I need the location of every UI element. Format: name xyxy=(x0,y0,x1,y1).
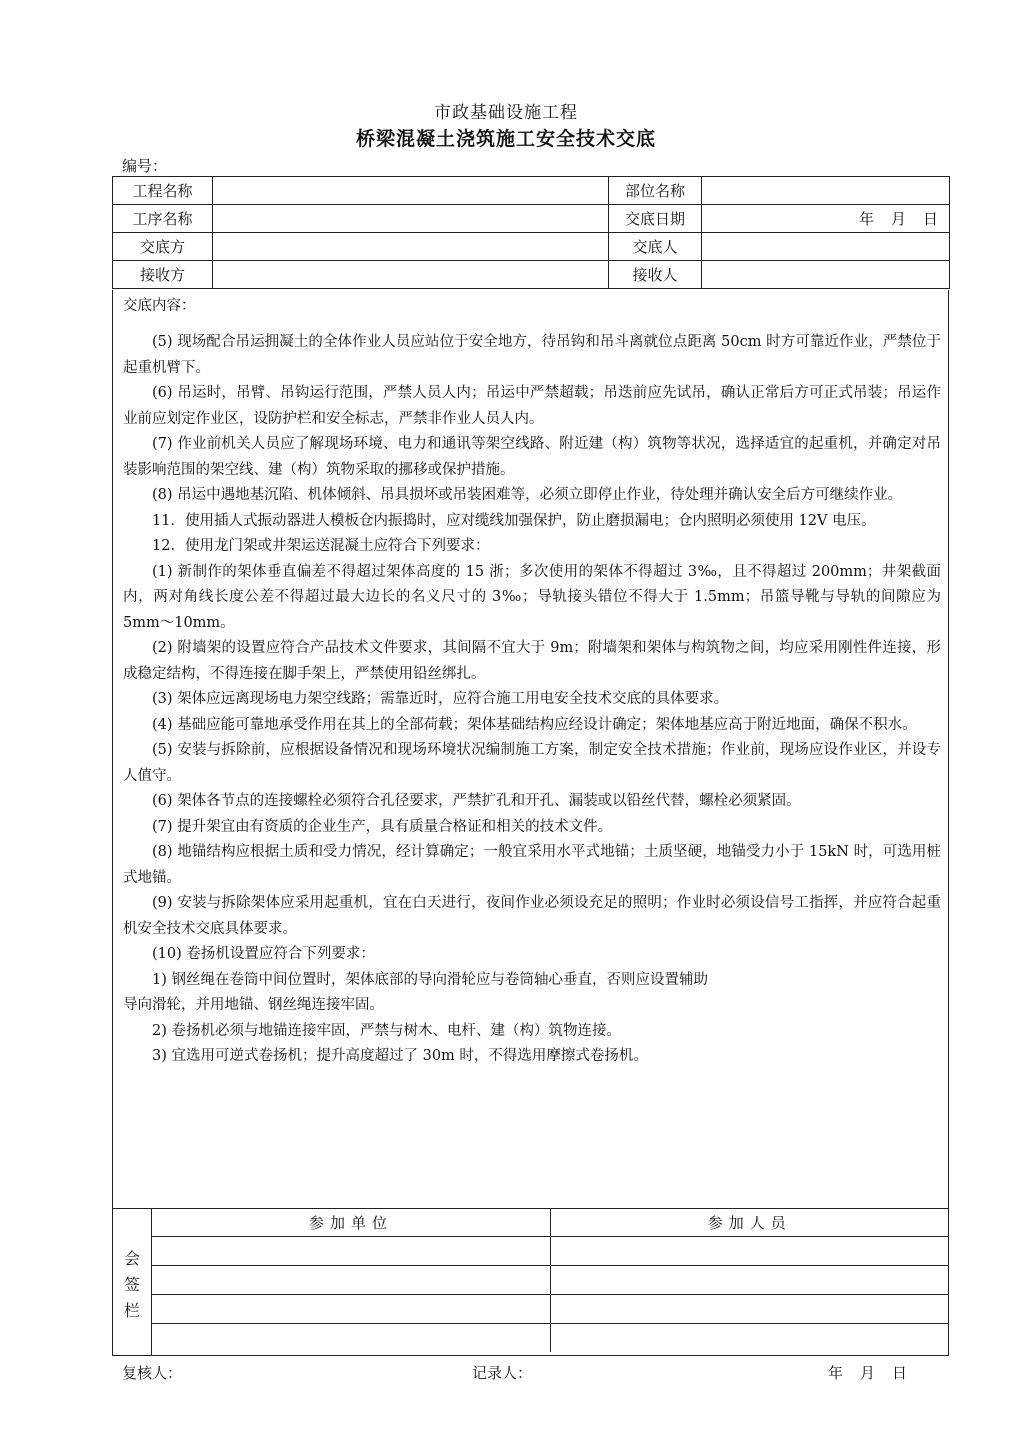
receiver-field[interactable] xyxy=(702,261,950,289)
part-name-field[interactable] xyxy=(702,177,950,205)
countersign-char: 签 xyxy=(123,1275,140,1294)
content-paragraph: 1) 钢丝绳在卷筒中间位置时，架体底部的导向滑轮应与卷筒轴心垂直，否则应设置辅助 xyxy=(152,971,708,988)
process-name-label: 工序名称 xyxy=(113,205,213,233)
receiver-party-field[interactable] xyxy=(213,261,609,289)
discloser-party-label: 交底方 xyxy=(113,233,213,261)
content-paragraph: 12．使用龙门架或井架运送混凝土应符合下列要求： xyxy=(152,538,490,554)
content-body xyxy=(123,330,941,1070)
part-name-label: 部位名称 xyxy=(609,177,702,205)
receiver-label: 接收人 xyxy=(609,261,702,289)
participating-unit-cell[interactable] xyxy=(152,1266,551,1295)
countersign-char: 会 xyxy=(123,1249,140,1268)
content-paragraph: (1) 新制作的架体垂直偏差不得超过架体高度的 15 浙；多次使用的架体不得超过 3‰，且不得超过 200mm；井架截面内，两对角线长度公差不得超过最大边长的名义尺寸的 3‰；导轨接头错位不得大于 1.5mm；吊篮导靴与导轨的间隙应为 5mm～10mm。 xyxy=(123,563,941,631)
discloser-field[interactable] xyxy=(702,233,950,261)
content-paragraph: (3) 架体应远离现场电力架空线路；需靠近时，应符合施工用电安全技术交底的具体要求。 xyxy=(152,691,729,707)
content-paragraph: (10) 卷扬机设置应符合下列要求： xyxy=(152,946,375,962)
participating-unit-cell[interactable] xyxy=(152,1324,551,1353)
content-paragraph: 3) 宜选用可逆式卷扬机；提升高度超过了 30m 时，不得选用摩擦式卷扬机。 xyxy=(152,1048,648,1064)
participating-person-cell[interactable] xyxy=(551,1266,949,1295)
participating-person-cell[interactable] xyxy=(551,1237,949,1266)
discloser-party-field[interactable] xyxy=(213,233,609,261)
table-row xyxy=(113,205,950,233)
process-name-field[interactable] xyxy=(213,205,609,233)
receiver-party-label: 接收方 xyxy=(113,261,213,289)
document-number-label: 编号： xyxy=(122,157,168,175)
project-name-label: 工程名称 xyxy=(113,177,213,205)
countersign-table xyxy=(151,1208,949,1352)
table-row xyxy=(152,1324,949,1353)
content-paragraph: (9) 安装与拆除架体应采用起重机，宜在白天进行，夜间作业必须设充足的照明；作业时必须设信号工指挥，并应符合起重机安全技术交底具体要求。 xyxy=(123,895,941,937)
content-paragraph: (5) 现场配合吊运拥凝土的全体作业人员应站位于安全地方，待吊钩和吊斗离就位点距离 50cm 时方可靠近作业，严禁位于起重机臂下。 xyxy=(123,334,941,376)
discloser-label: 交底人 xyxy=(609,233,702,261)
table-row xyxy=(113,261,950,289)
recorder-label: 记录人： xyxy=(472,1364,533,1382)
disclosure-content-section xyxy=(112,290,949,1209)
disclosure-date-field[interactable]: 年 月 日 xyxy=(702,205,950,233)
participating-person-cell[interactable] xyxy=(551,1295,949,1324)
content-paragraph: (8) 地锚结构应根据土质和受力情况，经计算确定；一般宜采用水平式地锚；土质坚硬，地锚受力小于 15kN 时，可选用桩式地锚。 xyxy=(123,844,941,886)
participating-unit-cell[interactable] xyxy=(152,1237,551,1266)
participating-unit-header: 参加单位 xyxy=(152,1208,551,1237)
countersign-char: 栏 xyxy=(123,1301,140,1320)
table-row xyxy=(152,1295,949,1324)
table-row xyxy=(113,233,950,261)
content-paragraph: 2) 卷扬机必须与地锚连接牢固，严禁与树木、电杆、建（构）筑物连接。 xyxy=(152,1022,621,1039)
header-category: 市政基础设施工程 xyxy=(434,103,578,123)
participating-person-header: 参加人员 xyxy=(551,1208,949,1237)
participating-person-cell[interactable] xyxy=(551,1324,949,1353)
content-paragraph: (5) 安装与拆除前，应根据设备情况和现场环境状况编制施工方案，制定安全技术措施；作业前，现场应设作业区，并设专人值守。 xyxy=(123,742,941,784)
countersign-side xyxy=(113,1208,152,1355)
table-row xyxy=(152,1237,949,1266)
reviewer-label: 复核人： xyxy=(122,1364,183,1382)
content-label: 交底内容： xyxy=(123,298,196,314)
footer-date: 年 月 日 xyxy=(828,1364,909,1382)
content-paragraph: (6) 吊运时，吊臂、吊钩运行范围，严禁人员人内；吊运中严禁超载；吊迭前应先试吊，确认正常后方可正式吊装；吊运作业前应划定作业区，设防护栏和安全标志，严禁非作业人员人内。 xyxy=(123,385,941,427)
content-paragraph: (8) 吊运中遇地基沉陷、机体倾斜、吊具损坏或吊装困难等，必须立即停止作业，待处理并确认安全后方可继续作业。 xyxy=(152,487,903,503)
disclosure-date-label: 交底日期 xyxy=(609,205,702,233)
info-table xyxy=(112,176,950,289)
content-paragraph: (7) 提升架宜由有资质的企业生产，具有质量合格证和相关的技术文件。 xyxy=(152,818,613,835)
project-name-field[interactable] xyxy=(213,177,609,205)
countersign-section xyxy=(112,1208,949,1356)
participating-unit-cell[interactable] xyxy=(152,1295,551,1324)
table-row xyxy=(152,1208,949,1237)
table-row xyxy=(152,1266,949,1295)
content-paragraph: (7) 作业前机关人员应了解现场环境、电力和通讯等架空线路、附近建（构）筑物等状况，选择适宜的起重机，并确定对吊装影响范围的架空线、建（构）筑物采取的挪移或保护措施。 xyxy=(123,436,941,478)
content-paragraph: (6) 架体各节点的连接螺栓必须符合孔径要求，严禁扩孔和开孔、漏装或以铅丝代替，螺栓必须紧固。 xyxy=(152,793,801,809)
document-title: 桥梁混凝土浇筑施工安全技术交底 xyxy=(355,128,656,150)
countersign-label xyxy=(122,1246,142,1324)
content-paragraph: (2) 附墙架的设置应符合产品技术文件要求，其间隔不宜大于 9m；附墙架和架体与构筑物之间，均应采用刚性件连接，形成稳定结构，不得连接在脚手架上，严禁使用铅丝绑扎。 xyxy=(123,640,941,682)
content-paragraph: 11．使用插人式振动器进人模板仓内振捣时，应对缆线加强保护，防止磨损漏电；仓内照明必须使用 12V 电压。 xyxy=(152,512,876,529)
content-paragraph: (4) 基础应能可靠地承受作用在其上的全部荷载；架体基础结构应经设计确定；架体地基应高于附近地面，确保不积水。 xyxy=(152,716,917,733)
table-row xyxy=(113,177,950,205)
content-paragraph: 导向滑轮，并用地锚、钢丝绳连接牢固。 xyxy=(123,997,384,1013)
